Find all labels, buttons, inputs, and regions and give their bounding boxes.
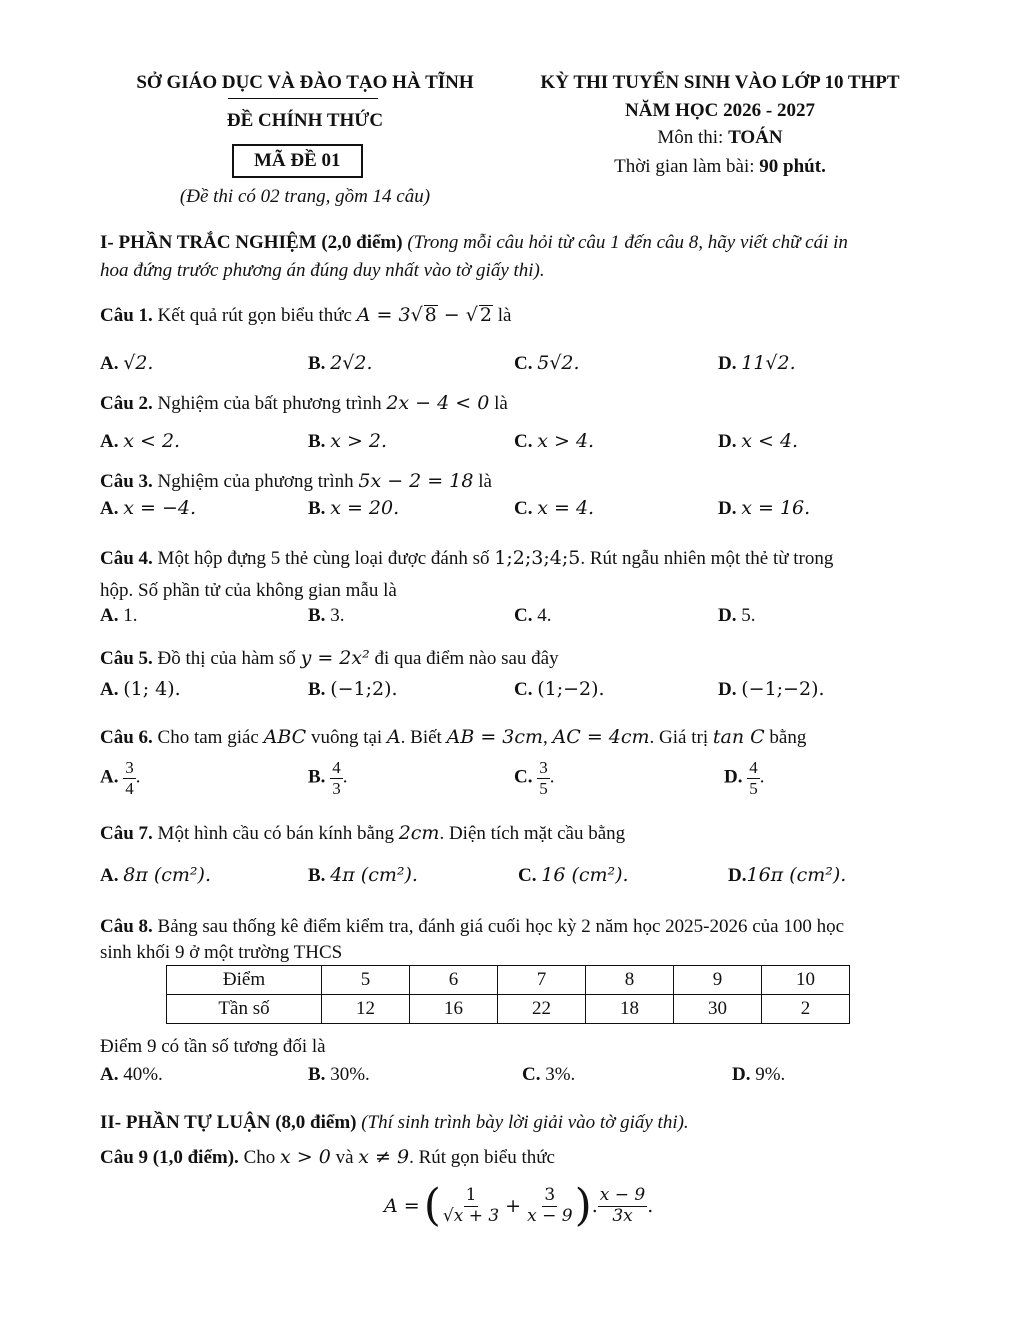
q8-option-b: B. 30%. [308,1064,370,1085]
q3-expression: 5x − 2 = 18 [358,470,474,492]
part1-title: I- PHẦN TRẮC NGHIỆM (2,0 điểm) [100,232,403,253]
question-9: Câu 9 (1,0 điểm). Cho x > 0 và x ≠ 9. Rút gọn biểu thức [100,1146,555,1168]
table-header-cell: Tần số [167,995,322,1024]
q2-option-a: A. x < 2. [100,430,181,452]
q6-option-d: D. $\frac{4}{5}$ . [724,758,765,798]
exam-title: KỲ THI TUYỂN SINH VÀO LỚP 10 THPT [540,72,900,93]
q7-option-c: C. 16 (cm²). [518,864,629,886]
q5-option-d: D. (−1;−2). [718,678,825,700]
time-line [530,156,910,178]
q8-option-c: C. 3%. [522,1064,576,1085]
table-row [167,995,850,1024]
part1-instruction-2: hoa đứng trước phương án đúng duy nhất vào tờ giấy thi). [100,260,545,281]
question-7: Câu 7. Một hình cầu có bán kính bằng 2cm. Diện tích mặt cầu bằng [100,822,626,844]
question-3: Câu 3. Nghiệm của phương trình 5x − 2 = 18 là [100,470,492,492]
q5-option-b: B. (−1;2). [308,678,398,700]
table-cell: 30 [674,995,762,1024]
q4-option-c: C. 4. [514,605,552,626]
q6-option-c: C. $\frac{3}{5}$ . [514,758,555,798]
q1-option-a: A. √2. [100,352,154,374]
header-underline [228,98,378,99]
q5-option-a: A. (1; 4). [100,678,181,700]
table-cell: 16 [410,995,498,1024]
q9-expression: A = ( $\frac{1}{√x + 3}$ + $\frac{3}{x - 9}$ ) . $\frac{x - 9}{3x}$ . [384,1180,654,1231]
part2-heading [100,1112,689,1134]
question-5: Câu 5. Đồ thị của hàm số y = 2x² đi qua điểm nào sau đây [100,647,559,669]
time-label: Thời gian làm bài: [614,156,760,177]
q8-option-a: A. 40%. [100,1064,163,1085]
q5-expression: y = 2x² [300,647,370,669]
q1-expression: A = 3√ 8 − √ 2 [356,304,492,326]
q6-option-a: A. $\frac{3}{4}$ . [100,758,141,798]
time-value: 90 phút. [759,156,826,177]
q4-numbers: 1;2;3;4;5 [494,547,581,569]
table-cell: 2 [762,995,850,1024]
q7-option-a: A. 8π (cm²). [100,864,211,886]
school-year: NĂM HỌC 2026 - 2027 [625,100,815,121]
q3-option-a: A. x = −4. [100,497,196,519]
table-header-cell: Điểm [167,966,322,995]
q3-option-c: C. x = 4. [514,497,595,519]
part1-heading [100,232,848,254]
q6-option-b: B. $\frac{4}{3}$ . [308,758,348,798]
q3-option-b: B. x = 20. [308,497,400,519]
q4-option-d: D. 5. [718,605,756,626]
exam-note: (Đề thi có 02 trang, gồm 14 câu) [179,186,431,207]
part2-instruction: (Thí sinh trình bày lời giải vào tờ giấy thi). [356,1112,689,1133]
department-name: SỞ GIÁO DỤC VÀ ĐÀO TẠO HÀ TĨNH [136,72,474,93]
part2-title: II- PHẦN TỰ LUẬN (8,0 điểm) [100,1112,357,1133]
question-4: Câu 4. Một hộp đựng 5 thẻ cùng loại được đánh số 1;2;3;4;5. Rút ngẫu nhiên một thẻ từ trong [100,547,834,569]
table-cell: 22 [498,995,586,1024]
table-cell: 9 [674,966,762,995]
q1-option-d: D. 11√2. [718,352,796,374]
q3-option-d: D. x = 16. [718,497,811,519]
table-cell: 7 [498,966,586,995]
table-cell: 10 [762,966,850,995]
question-8-prompt: Điểm 9 có tần số tương đối là [100,1036,326,1057]
q2-option-c: C. x > 4. [514,430,595,452]
q2-expression: 2x − 4 < 0 [386,392,490,414]
official-label: ĐỀ CHÍNH THỨC [226,110,384,131]
q1-text: Kết quả rút gọn biểu thức [152,305,357,326]
q4-option-b: B. 3. [308,605,345,626]
question-1 [100,304,511,327]
q1-end: là [492,305,512,326]
q1-option-c: C. 5√2. [514,352,580,374]
q7-option-d: D.16π (cm²). [728,864,847,886]
part1-instruction: (Trong mỗi câu hỏi từ câu 1 đến câu 8, hãy viết chữ cái in [402,232,848,253]
table-row [167,966,850,995]
q1-option-b: B. 2√2. [308,352,373,374]
q1-label: Câu 1. [100,305,153,326]
q8-option-d: D. 9%. [732,1064,786,1085]
subject-name: TOÁN [728,127,783,148]
exam-code-box: MÃ ĐỀ 01 [232,144,363,178]
question-6: Câu 6. Cho tam giác ABC vuông tại A. Biết AB = 3cm, AC = 4cm. Giá trị tan C bằng [100,726,807,748]
q7-option-b: B. 4π (cm²). [308,864,418,886]
table-cell: 8 [586,966,674,995]
score-table [166,965,850,1024]
q5-option-c: C. (1;−2). [514,678,605,700]
table-cell: 6 [410,966,498,995]
subject-label: Môn thi: [657,127,729,148]
table-cell: 18 [586,995,674,1024]
question-2: Câu 2. Nghiệm của bất phương trình 2x − 4 < 0 là [100,392,508,414]
q2-option-b: B. x > 2. [308,430,388,452]
subject-line [530,127,910,149]
q4-option-a: A. 1. [100,605,138,626]
question-4-line-2: hộp. Số phần tử của không gian mẫu là [100,580,397,601]
question-8: Câu 8. Bảng sau thống kê điểm kiểm tra, đánh giá cuối học kỳ 2 năm học 2025-2026 của 100 học [100,916,845,937]
question-8-line-2: sinh khối 9 ở một trường THCS [100,942,343,963]
table-cell: 5 [322,966,410,995]
q2-option-d: D. x < 4. [718,430,799,452]
table-cell: 12 [322,995,410,1024]
